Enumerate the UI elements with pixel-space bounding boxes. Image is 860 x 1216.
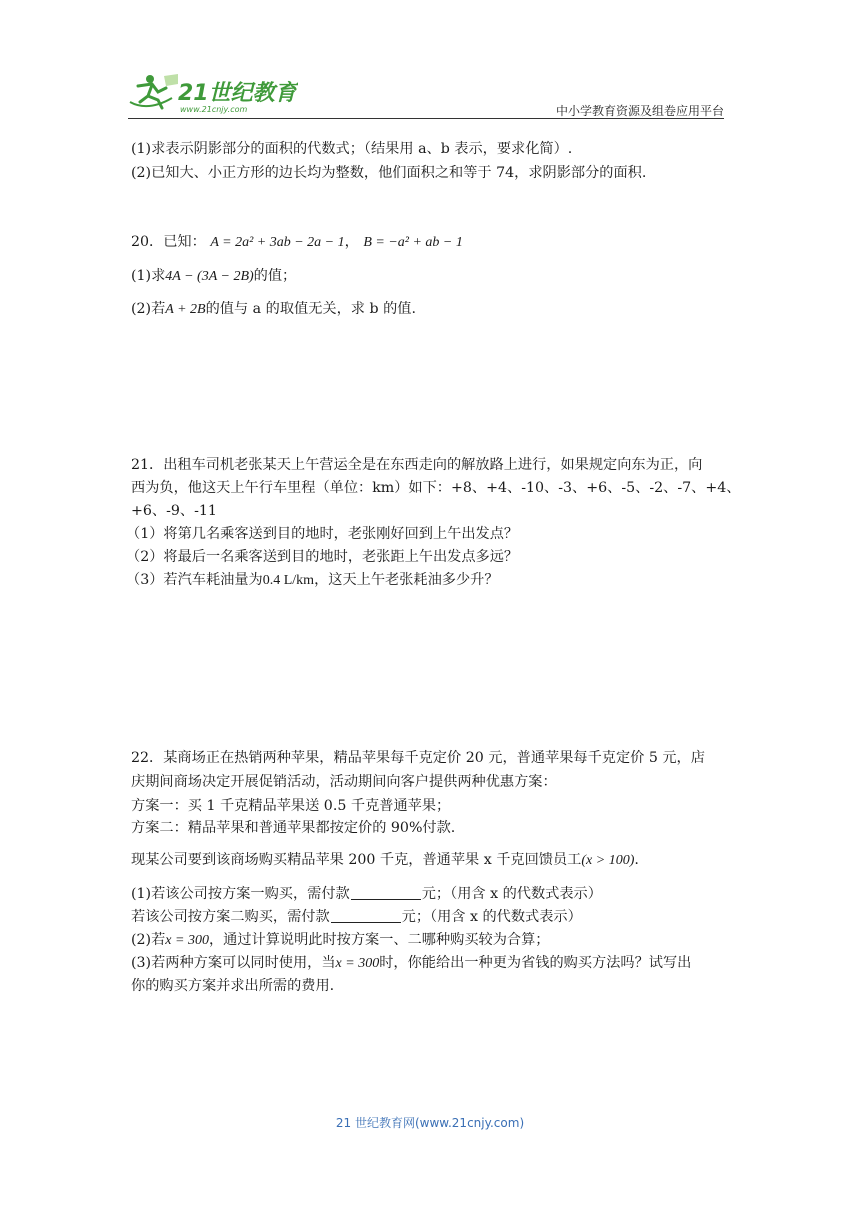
q22-part1b-suffix: 元；（用含 x 的代数式表示） xyxy=(401,909,582,925)
q22-line5-expr: (x > 100) xyxy=(581,853,635,868)
svg-text:www.21cnjy.com: www.21cnjy.com xyxy=(180,105,248,114)
q22-part3-suffix: 时，你能给出一种更为省钱的购买方法吗？试写出 xyxy=(379,955,692,971)
q19-part1: (1)求表示阴影部分的面积的代数式；（结果用 a、b 表示，要求化简）. xyxy=(131,141,573,157)
q22-part3-prefix: (3)若两种方案可以同时使用，当 xyxy=(131,955,336,971)
q22-part1a-prefix: (1)若该公司按方案一购买，需付款 xyxy=(131,886,350,902)
q22-part2-suffix: ，通过计算说明此时按方案一、二哪种购买较为合算； xyxy=(208,932,550,948)
page-header xyxy=(128,72,724,120)
page-footer[interactable]: 21 世纪教育网(www.21cnjy.com) xyxy=(335,1116,525,1130)
q22-part3 xyxy=(131,953,691,974)
q22-part2 xyxy=(131,930,549,951)
q20-intro: 20．已知： xyxy=(131,234,206,250)
q21-part3-suffix: ，这天上午老张耗油多少升？ xyxy=(314,572,499,588)
q22-part1b xyxy=(131,907,582,927)
logo-21cnjy xyxy=(128,72,298,114)
q20-part1-prefix: (1)求 xyxy=(131,268,166,284)
q22-plan1: 方案一：买 1 千克精品苹果送 0.5 千克普通苹果； xyxy=(131,798,451,814)
q22-part1a xyxy=(131,884,602,904)
q21-line1: 21．出租车司机老张某天上午营运全是在东西走向的解放路上进行，如果规定向东为正，向 xyxy=(131,457,703,473)
q20-part1 xyxy=(131,266,296,287)
q21-part1: （1）将第几名乘客送到目的地时，老张刚好回到上午出发点？ xyxy=(126,526,519,542)
q20-part1-suffix: 的值； xyxy=(253,268,297,284)
q22-part1b-prefix: 若该公司按方案二购买，需付款 xyxy=(131,909,330,925)
q22-part3-line2: 你的购买方案并求出所需的费用. xyxy=(131,978,335,994)
q22-part2-prefix: (2)若 xyxy=(131,932,166,948)
q22-line1: 22．某商场正在热销两种苹果，精品苹果每千克定价 20 元，普通苹果每千克定价 5 元，店 xyxy=(131,750,705,766)
q21-part2: （2）将最后一名乘客送到目的地时，老张距上午出发点多远？ xyxy=(126,549,519,565)
q22-part1a-suffix: 元；（用含 x 的代数式表示） xyxy=(421,886,602,902)
q22-line2: 庆期间商场决定开展促销活动，活动期间向客户提供两种优惠方案： xyxy=(131,774,557,790)
header-tagline: 中小学教育资源及组卷应用平台 xyxy=(555,104,724,118)
q20-intro-line xyxy=(131,232,463,253)
q21-part3 xyxy=(126,570,499,591)
q20-part2-prefix: (2)若 xyxy=(131,301,166,317)
q22-plan2: 方案二：精品苹果和普通苹果都按定价的 90%付款. xyxy=(131,820,456,836)
q20-part1-expr: 4A − (3A − 2B) xyxy=(165,269,254,284)
svg-text:21世纪教育: 21世纪教育 xyxy=(178,81,297,106)
answer-blank-plan1[interactable] xyxy=(351,885,421,900)
q20-expr-b: B = −a² + ab − 1 xyxy=(363,235,463,250)
q22-line5 xyxy=(131,850,639,871)
q20-part2 xyxy=(131,299,416,320)
q20-expr-a: A = 2a² + 3ab − 2a − 1 xyxy=(210,235,345,250)
header-divider xyxy=(128,118,724,119)
q20-part2-expr: A + 2B xyxy=(165,302,206,317)
q21-line3: +6、-9、-11 xyxy=(131,503,217,519)
q19-part2: (2)已知大、小正方形的边长均为整数，他们面积之和等于 74，求阴影部分的面积. xyxy=(131,165,647,181)
q20-separator: ， xyxy=(344,234,359,250)
q21-part3-prefix: （3）若汽车耗油量为 xyxy=(126,572,263,588)
q22-line5-prefix: 现某公司要到该商场购买精品苹果 200 千克，普通苹果 x 千克回馈员工 xyxy=(131,852,582,868)
q22-line5-suffix: . xyxy=(634,852,639,868)
q21-part3-expr: 0.4 L/km xyxy=(262,573,315,588)
q22-part2-expr: x = 300 xyxy=(165,933,209,948)
q22-part3-expr: x = 300 xyxy=(335,956,380,971)
answer-blank-plan2[interactable] xyxy=(331,908,401,923)
q20-part2-suffix: 的值与 a 的取值无关，求 b 的值. xyxy=(205,301,416,317)
q21-line2: 西为负，他这天上午行车里程（单位：km）如下：+8、+4、-10、-3、+6、-5、-2、-7、+4、 xyxy=(131,480,741,496)
